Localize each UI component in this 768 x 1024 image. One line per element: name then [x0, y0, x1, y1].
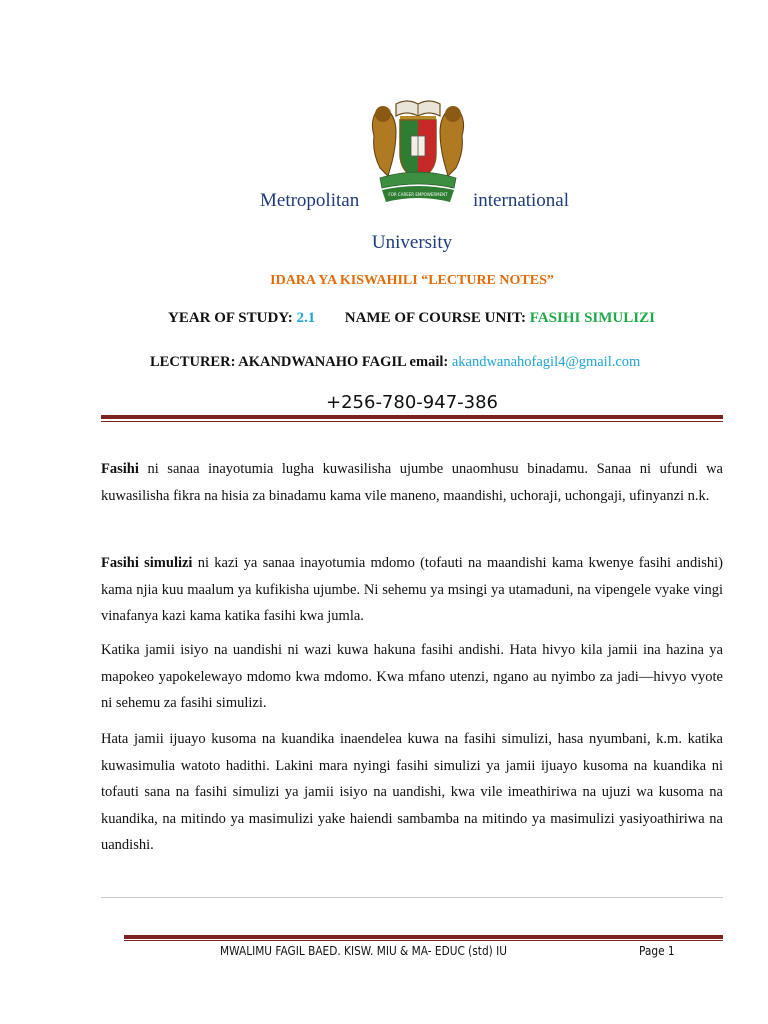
course-unit-label: NAME OF COURSE UNIT: — [344, 310, 527, 326]
year-value: 2.1 — [296, 310, 316, 326]
page-number: Page 1 — [639, 944, 675, 958]
university-name-part2: international — [473, 190, 570, 211]
university-crest-icon — [366, 92, 470, 214]
lecturer-email-link[interactable]: akandwanahofagil4@gmail.com — [451, 354, 641, 370]
paragraph-1 — [101, 456, 723, 509]
course-unit-value: FASIHI SIMULIZI — [529, 310, 655, 326]
paragraph-4: Hata jamii ijuayo kusoma na kuandika inaendelea kuwa na fasihi simulizi, hasa nyumbani, k.m. katika kuwasimulia watoto hadithi. Lakini mara nyingi fasihi simulizi ya jamii ijuayo kusoma na kuandika ni tofauti sana na fasihi simulizi ya jamii isiyo na uandishi, kwa vile imeathiriwa na ujuzi wa kusoma na kuandika, na mitindo ya masimulizi yake haiendi sambamba na mitindo ya masimulizi yasiyoathiriwa na uandishi. — [101, 731, 723, 853]
course-info-line — [168, 310, 655, 327]
footer-divider-thick — [124, 935, 723, 939]
department-subtitle: IDARA YA KISWAHILI “LECTURE NOTES” — [270, 273, 554, 288]
term-fasihi: Fasihi — [101, 461, 139, 477]
university-name-part1: Metropolitan — [260, 190, 360, 211]
paragraph-2-text: ni kazi ya sanaa inayotumia mdomo (tofauti na maandishi kama kwenye fasihi andishi) kama njia kuu maalum ya kufikisha ujumbe. Ni sehemu ya msingi ya utamaduni, na vipengele vyake vingi vinafanya kazi kama katika fasihi kwa jumla. — [101, 555, 723, 624]
year-label: YEAR OF STUDY: — [168, 310, 293, 326]
lecturer-label: LECTURER: AKANDWANAHO FAGIL email: — [150, 354, 449, 370]
lecturer-line — [150, 354, 640, 371]
university-name-part3: University — [371, 232, 453, 253]
header-divider-thin — [101, 421, 723, 422]
footer-author-text: MWALIMU FAGIL BAED. KISW. MIU & MA- EDUC (std) IU — [220, 944, 507, 958]
content-end-divider — [101, 897, 723, 898]
header-divider-thick — [101, 415, 723, 419]
footer-divider-thin — [124, 940, 723, 941]
term-fasihi-simulizi: Fasihi simulizi — [101, 555, 193, 571]
paragraph-3: Katika jamii isiyo na uandishi ni wazi kuwa hakuna fasihi andishi. Hata hivyo kila jamii ina hazina ya mapokeo yapokelewayo mdomo kwa mdomo. Kwa mfano utenzi, ngano au nyimbo za jadi—hivyo vyote ni sehemu za fasihi simulizi. — [101, 642, 723, 711]
paragraph-2 — [101, 550, 723, 630]
lecturer-phone: +256-780-947-386 — [326, 392, 498, 413]
svg-text:FOR CAREER EMPOWERMENT: FOR CAREER EMPOWERMENT — [388, 192, 448, 197]
paragraph-1-text: ni sanaa inayotumia lugha kuwasilisha ujumbe unaomhusu binadamu. Sanaa ni ufundi wa kuwasilisha fikra na hisia za binadamu kama vile maneno, maandishi, uchoraji, uchongaji, ufinyanzi n.k. — [101, 461, 723, 504]
